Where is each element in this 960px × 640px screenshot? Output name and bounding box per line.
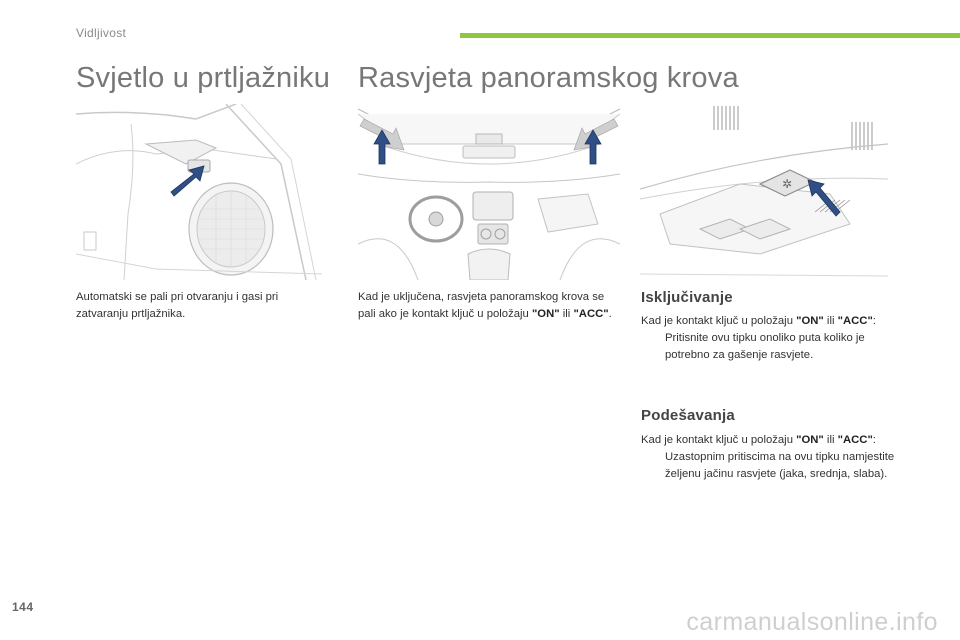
section-label: Vidljivost <box>76 26 127 40</box>
page-number: 144 <box>12 600 34 614</box>
roof-end-text: . <box>608 308 612 320</box>
trunk-drawing <box>76 104 322 280</box>
watermark: carmanualsonline.info <box>686 608 938 636</box>
section-accent-bar <box>460 33 960 38</box>
svg-text:✲: ✲ <box>781 177 793 191</box>
adjust-or-text: ili <box>823 434 838 446</box>
roof-switch-illustration <box>640 104 888 280</box>
off-intro-text: Kad je kontakt ključ u položaju <box>641 315 797 327</box>
roof-light-description <box>358 289 620 323</box>
cabin-drawing <box>358 104 620 280</box>
roof-cabin-illustration <box>358 104 620 280</box>
roof-acc-label: "ACC" <box>573 308 609 320</box>
trunk-illustration <box>76 104 322 280</box>
off-or-text: ili <box>823 315 838 327</box>
adjust-intro-text: Kad je kontakt ključ u položaju <box>641 434 797 446</box>
off-colon: : <box>872 315 876 327</box>
heading-adjustments: Podešavanja <box>641 407 735 424</box>
roof-text-a: Kad je uključena, rasvjeta panoramskog krova se pali ako je kontakt ključ u položaju <box>358 291 605 320</box>
switch-off-step-text: Pritisnite ovu tipku onoliko puta koliko je potrebno za gašenje rasvjete. <box>665 332 865 361</box>
switch-off-step <box>641 330 901 364</box>
adjust-on-label: "ON" <box>796 434 824 446</box>
heading-switch-off: Isključivanje <box>641 289 733 306</box>
roof-on-label: "ON" <box>531 308 560 320</box>
title-roof-light: Rasvjeta panoramskog krova <box>358 62 739 94</box>
adjust-colon: : <box>872 434 876 446</box>
title-trunk-light: Svjetlo u prtljažniku <box>76 62 331 94</box>
off-on-label: "ON" <box>796 315 824 327</box>
adjust-step-text: Uzastopnim pritiscima na ovu tipku namjestite željenu jačinu rasvjete (jaka, srednja, slaba). <box>665 451 895 480</box>
adjust-intro <box>641 432 901 449</box>
switch-drawing <box>640 104 888 280</box>
adjust-acc-label: "ACC" <box>837 434 873 446</box>
off-acc-label: "ACC" <box>837 315 873 327</box>
trunk-light-description: Automatski se pali pri otvaranju i gasi pri zatvaranju prtljažnika. <box>76 291 279 320</box>
switch-off-intro <box>641 313 901 330</box>
roof-or-text: ili <box>559 308 574 320</box>
adjust-step <box>641 449 901 483</box>
